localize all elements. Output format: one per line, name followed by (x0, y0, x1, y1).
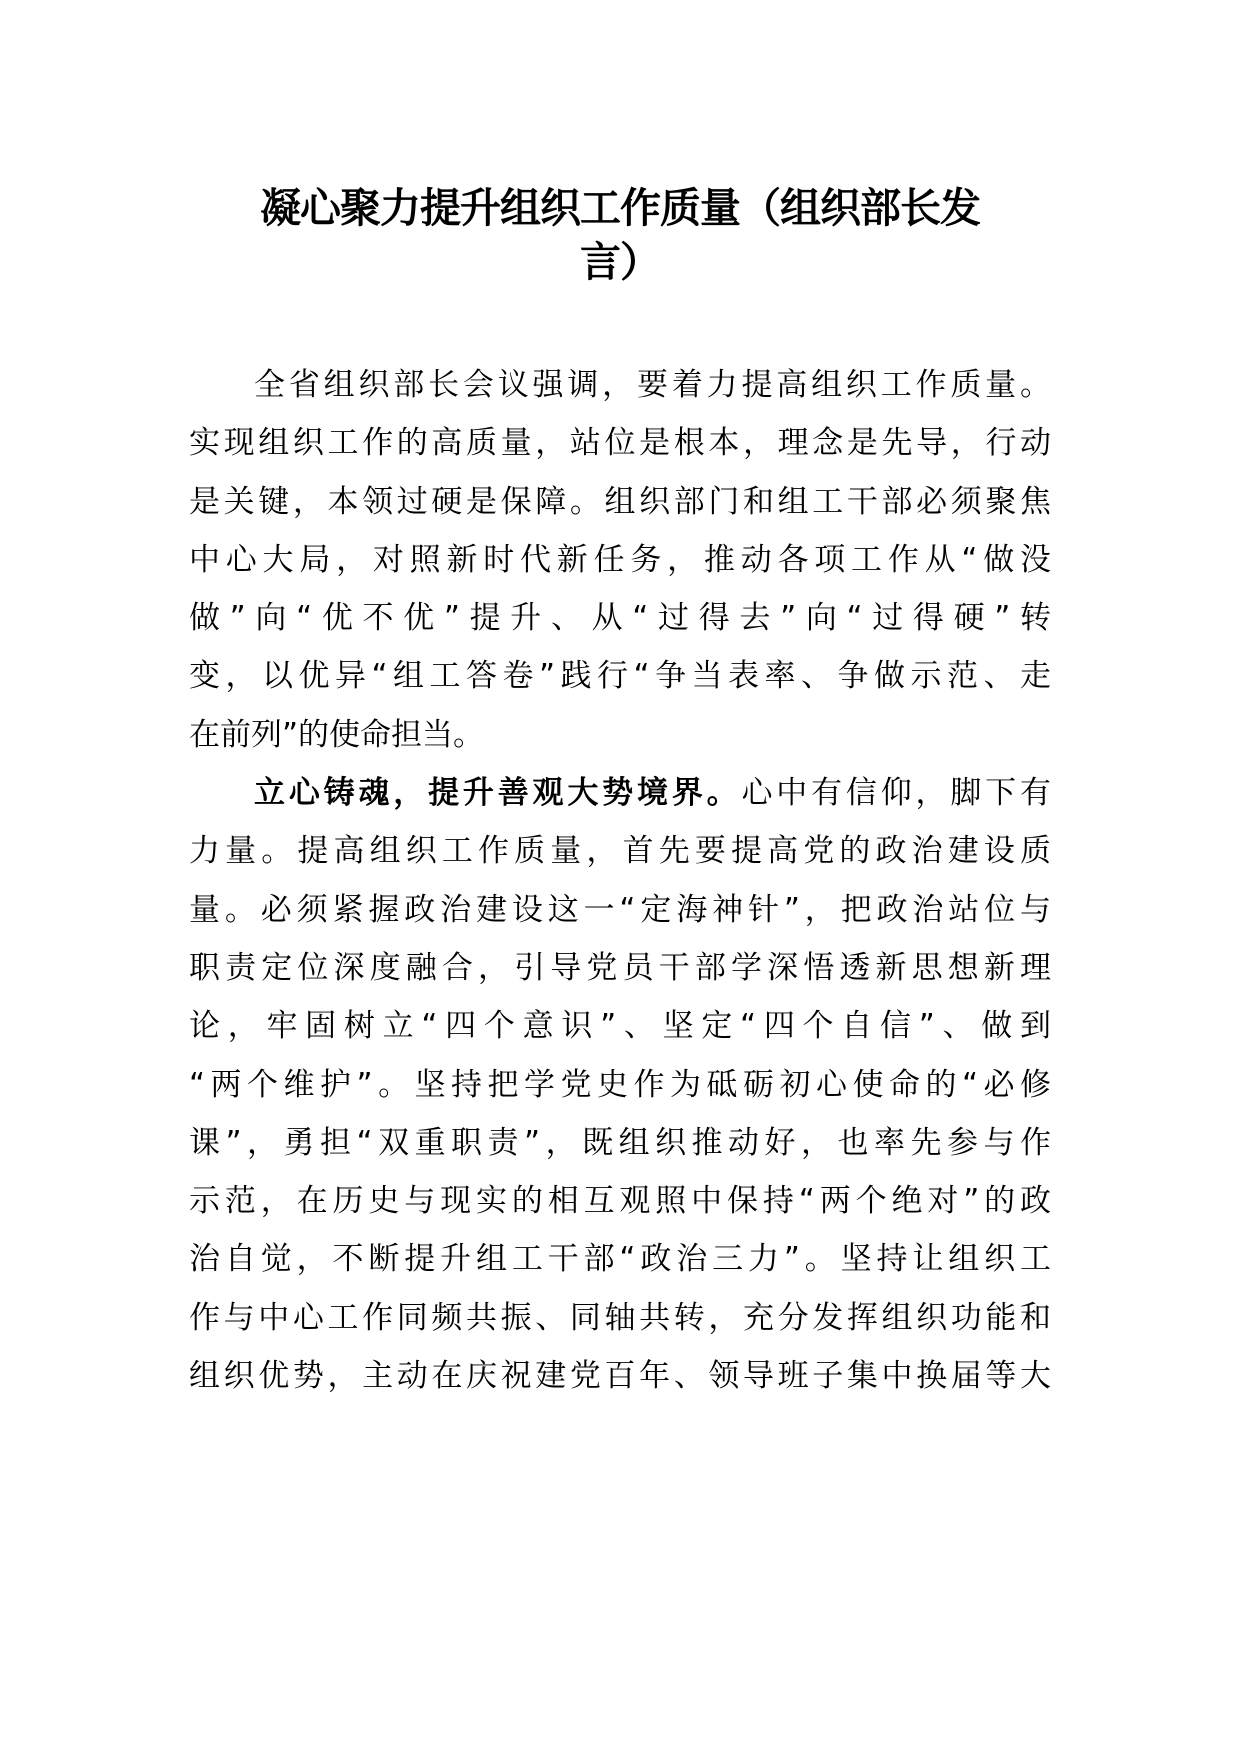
paragraph-section-1 (189, 764, 1051, 1405)
text-line: 力量。提高组织工作质量，首先要提高党的政治建设质 (189, 833, 1051, 870)
text-line: 中心大局，对照新时代新任务，推动各项工作从“做没 (189, 541, 1051, 578)
section-heading: 立心铸魂，提升善观大势境界。 (254, 775, 742, 812)
text-line: 是关键，本领过硬是保障。组织部门和组工干部必须聚焦 (189, 483, 1051, 520)
text-line: 实现组织工作的高质量，站位是根本，理念是先导，行动 (189, 425, 1051, 462)
text-line: 作与中心工作同频共振、同轴共转，充分发挥组织功能和 (189, 1299, 1051, 1336)
text-line: 职责定位深度融合，引导党员干部学深悟透新思想新理 (189, 949, 1051, 986)
text-line: 做”向“优不优”提升、从“过得去”向“过得硬”转 (189, 600, 1051, 637)
text-line: 组织优势，主动在庆祝建党百年、领导班子集中换届等大 (189, 1358, 1051, 1395)
text-line: 示范，在历史与现实的相互观照中保持“两个绝对”的政 (189, 1183, 1051, 1220)
text-span: 心中有信仰，脚下有 (741, 775, 1051, 812)
text-line: 变，以优异“组工答卷”践行“争当表率、争做示范、走 (189, 658, 1051, 695)
text-line: 治自觉，不断提升组工干部“政治三力”。坚持让组织工 (189, 1241, 1051, 1278)
document-title (190, 181, 1050, 289)
text-line: 全省组织部长会议强调，要着力提高组织工作质量。 (254, 367, 1051, 403)
document-body (189, 356, 1051, 1405)
text-line: 量。必须紧握政治建设这一“定海神针”，把政治站位与 (189, 891, 1051, 928)
text-line: 课”，勇担“双重职责”，既组织推动好，也率先参与作 (189, 1124, 1051, 1161)
text-line: 在前列”的使命担当。 (189, 716, 485, 753)
title-line-1: 凝心聚力提升组织工作质量（组织部长发 (260, 184, 980, 232)
text-line (189, 764, 1051, 822)
text-line: 论，牢固树立“四个意识”、坚定“四个自信”、做到 (189, 1008, 1051, 1045)
title-line-2: 言） (580, 238, 660, 286)
text-line: “两个维护”。坚持把学党史作为砥砺初心使命的“必修 (189, 1066, 1051, 1103)
paragraph-intro (189, 356, 1051, 764)
